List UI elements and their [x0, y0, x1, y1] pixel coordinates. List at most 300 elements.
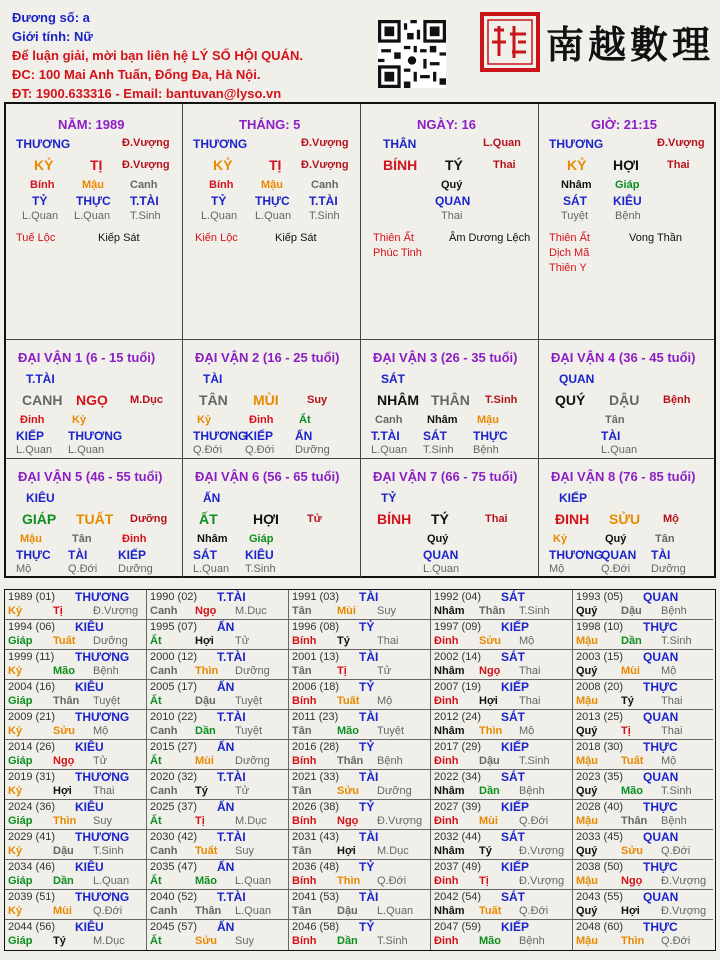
dai-van-6 [183, 459, 361, 577]
year-chi: Tý [621, 695, 634, 707]
year-state: T.Sinh [661, 785, 692, 797]
year-label: 1997 (09) [434, 621, 482, 633]
year-label: 2028 (40) [576, 801, 624, 813]
dai-van-hidden-can: Mậu [477, 414, 499, 426]
year-cell [147, 920, 289, 950]
year-chi: Dần [479, 785, 500, 797]
year-can: Giáp [8, 815, 33, 827]
year-cell [147, 800, 289, 830]
dai-van-state: T.Sinh [485, 394, 518, 406]
year-state: Q.Đới [519, 905, 549, 917]
year-can: Kỷ [8, 605, 23, 617]
year-cell [5, 770, 147, 800]
year-chi: Thân [53, 695, 80, 707]
year-star: SÁT [501, 770, 525, 784]
year-label: 2030 (42) [150, 831, 198, 843]
year-label: 2046 (58) [292, 921, 340, 933]
year-state: Bệnh [93, 665, 119, 677]
year-chi: Tuất [621, 755, 644, 767]
dai-van-hidden-star: T.TÀI [371, 429, 400, 443]
year-chi: Dần [53, 875, 74, 887]
year-can: Canh [150, 605, 178, 617]
year-star: THỰC [643, 680, 678, 694]
year-cell [431, 620, 573, 650]
year-chi: Thân [479, 605, 506, 617]
dai-van-state: Bệnh [663, 394, 691, 406]
dai-van-hidden-state: Mộ [549, 563, 565, 575]
year-state: Tử [93, 755, 108, 767]
dai-van-can: BÍNH [377, 511, 412, 527]
year-chi: Thân [337, 755, 364, 767]
hidden-can: Bính [209, 179, 234, 191]
dai-van-title: ĐẠI VẬN 6 (56 - 65 tuổi) [195, 469, 340, 484]
year-state: Suy [377, 605, 396, 617]
year-chi: Tị [479, 875, 489, 887]
year-chi: Ngọ [53, 755, 75, 767]
year-chi: Tị [53, 605, 63, 617]
hidden-can: Bính [30, 179, 55, 191]
year-cell [147, 770, 289, 800]
hidden-state: L.Quan [74, 210, 111, 222]
year-label: 1992 (04) [434, 591, 482, 603]
year-chi: Hợi [621, 905, 640, 917]
year-cell [573, 800, 713, 830]
hidden-star: TỶ [211, 194, 227, 208]
year-state: Thai [661, 695, 683, 707]
dai-van-hidden-can: Canh [375, 414, 403, 426]
pillar-star: THÂN [383, 137, 417, 151]
year-can: Nhâm [434, 905, 465, 917]
year-state: Bệnh [519, 785, 545, 797]
year-cell [289, 800, 431, 830]
year-cell [147, 860, 289, 890]
year-chi: Thân [621, 815, 648, 827]
year-cell [573, 890, 713, 920]
shensha-star: Phúc Tinh [373, 247, 422, 259]
logo-text: 南越數理 [546, 22, 715, 67]
year-chi: Ngọ [621, 875, 643, 887]
hidden-star: TỶ [32, 194, 48, 208]
dai-van-hidden-state: T.Sinh [423, 444, 454, 456]
dai-van-hidden-star: THỰC [16, 548, 51, 562]
year-label: 2022 (34) [434, 771, 482, 783]
dai-van-hidden-state: Q.Đới [68, 563, 98, 575]
shensha-star: Thiên Ất [373, 232, 414, 244]
hidden-can: Nhâm [561, 179, 592, 191]
shensha-star: Kiếp Sát [98, 232, 140, 244]
header-info [12, 8, 303, 103]
pillar-state: L.Quan [483, 137, 521, 149]
year-chi: Sửu [195, 935, 218, 947]
year-can: Kỷ [8, 785, 23, 797]
year-can: Ất [150, 875, 162, 887]
dai-van-state: Suy [307, 394, 328, 406]
year-chi: Dậu [479, 755, 500, 767]
year-cell [573, 620, 713, 650]
year-label: 1990 (02) [150, 591, 198, 603]
year-chi: Sửu [479, 635, 502, 647]
year-state: Đ.Vượng [519, 875, 565, 887]
year-chi: Thân [195, 905, 222, 917]
year-star: THƯƠNG [75, 710, 130, 724]
dai-van-star: KIẾP [559, 491, 588, 505]
year-state: Suy [235, 845, 254, 857]
pillar-state: Đ.Vượng [301, 137, 349, 149]
year-star: THỰC [643, 800, 678, 814]
pillar-chi: HỢI [613, 157, 639, 173]
dai-van-hidden-star: TÀI [601, 429, 621, 443]
year-can: Ất [150, 935, 162, 947]
dai-van-hidden-state: Q.Đới [601, 563, 631, 575]
pillar-state: Đ.Vượng [122, 137, 170, 149]
year-chi: Mão [479, 935, 501, 947]
dai-van-hidden-star: THỰC [473, 429, 508, 443]
year-cell [573, 860, 713, 890]
year-chi: Dậu [195, 695, 216, 707]
year-can: Bính [292, 635, 317, 647]
dai-van-chi: THÂN [431, 392, 470, 408]
year-star: TÀI [359, 710, 379, 724]
pillar-title: NGÀY: 16 [417, 117, 476, 132]
year-cell [431, 800, 573, 830]
dai-van-hidden-can: Quý [605, 533, 627, 545]
year-chi: Mùi [337, 605, 356, 617]
dai-van-hidden-can: Tân [655, 533, 675, 545]
year-label: 2024 (36) [8, 801, 56, 813]
dai-van-hidden-star: TÀI [68, 548, 88, 562]
dai-van-title: ĐẠI VẬN 7 (66 - 75 tuổi) [373, 469, 518, 484]
year-state: Dưỡng [377, 785, 412, 797]
gender-line: Giới tính: Nữ [12, 29, 93, 44]
yearly-grid [4, 589, 716, 951]
year-can: Quý [576, 845, 598, 857]
year-can: Tân [292, 725, 312, 737]
year-star: QUAN [643, 590, 679, 604]
year-cell [147, 890, 289, 920]
pillar-hour [539, 104, 714, 340]
year-state: L.Quan [235, 905, 272, 917]
year-state: Q.Đới [661, 935, 691, 947]
dai-van-hidden-star: KIẾP [118, 548, 147, 562]
year-state: M.Dục [235, 815, 267, 827]
year-chi: Mão [337, 725, 359, 737]
year-chi: Tý [479, 845, 492, 857]
year-cell [147, 620, 289, 650]
shensha-star: Tuế Lộc [16, 232, 56, 244]
year-cell [431, 890, 573, 920]
year-state: L.Quan [235, 875, 272, 887]
year-star: TỶ [359, 680, 375, 694]
year-label: 2039 (51) [8, 891, 56, 903]
year-can: Mậu [576, 755, 598, 767]
shensha-star: Kiến Lộc [195, 232, 238, 244]
dai-van-hidden-star: KIÊU [245, 548, 274, 562]
year-star: KIÊU [75, 800, 104, 814]
dai-van-hidden-can: Tân [605, 414, 625, 426]
year-state: Tuyệt [235, 695, 263, 707]
shensha-star: Dịch Mã [549, 247, 590, 259]
year-star: T.TÀI [217, 770, 246, 784]
year-can: Giáp [8, 755, 33, 767]
dai-van-can: NHÂM [377, 392, 419, 408]
dai-van-hidden-can: Nhâm [427, 414, 458, 426]
year-label: 2007 (19) [434, 681, 482, 693]
year-cell [5, 710, 147, 740]
year-star: KIÊU [75, 920, 104, 934]
year-can: Quý [576, 905, 598, 917]
year-can: Kỷ [8, 905, 23, 917]
dai-van-can: CANH [22, 392, 63, 408]
pillar-chi: TỊ [90, 157, 103, 173]
year-chi: Tý [53, 935, 66, 947]
year-label: 2001 (13) [292, 651, 340, 663]
year-star: KIÊU [75, 680, 104, 694]
year-label: 1996 (08) [292, 621, 340, 633]
year-cell [289, 710, 431, 740]
dai-van-hidden-star: THƯƠNG [193, 429, 248, 443]
dai-van-hidden-star: KIẾP [16, 429, 45, 443]
year-star: THỰC [643, 740, 678, 754]
dai-van-can: QUÝ [555, 392, 586, 408]
year-star: SÁT [501, 590, 525, 604]
year-star: ẤN [217, 860, 235, 874]
year-can: Ất [150, 815, 162, 827]
year-can: Tân [292, 665, 312, 677]
year-label: 2021 (33) [292, 771, 340, 783]
dai-van-hidden-state: L.Quan [68, 444, 105, 456]
year-chi: Thìn [195, 665, 219, 677]
year-cell [289, 650, 431, 680]
hidden-state: L.Quan [201, 210, 238, 222]
year-can: Nhâm [434, 665, 465, 677]
year-state: Suy [235, 935, 254, 947]
dai-van-state: M.Dục [130, 394, 163, 406]
year-chi: Ngọ [195, 605, 217, 617]
year-state: Q.Đới [377, 875, 407, 887]
year-cell [431, 590, 573, 620]
dai-van-chi: TUẤT [76, 511, 114, 527]
year-can: Giáp [8, 695, 33, 707]
year-label: 2029 (41) [8, 831, 56, 843]
dai-van-4 [539, 340, 714, 459]
year-chi: Tị [195, 815, 205, 827]
year-can: Quý [576, 665, 598, 677]
year-label: 2006 (18) [292, 681, 340, 693]
dai-van-star: SÁT [381, 372, 405, 386]
year-cell [573, 770, 713, 800]
year-chi: Tý [337, 635, 350, 647]
year-label: 2019 (31) [8, 771, 56, 783]
year-label: 2002 (14) [434, 651, 482, 663]
shensha-star: Âm Dương Lệch [449, 232, 531, 244]
year-can: Kỷ [8, 845, 23, 857]
dai-van-hidden-can: Kỷ [553, 533, 568, 545]
hidden-star: SÁT [563, 194, 587, 208]
hidden-can: Canh [311, 179, 339, 191]
dai-van-hidden-can: Kỷ [197, 414, 212, 426]
hidden-star: T.TÀI [309, 194, 338, 208]
owner-line: Đương số: a [12, 10, 90, 25]
dai-van-hidden-state: Dưỡng [295, 444, 330, 456]
year-star: KIÊU [75, 620, 104, 634]
phone-line: ĐT: 1900.633316 - Email: bantuvan@lyso.vn [12, 86, 282, 101]
year-label: 2010 (22) [150, 711, 198, 723]
dai-van-hidden-star: QUAN [423, 548, 459, 562]
dai-van-chi: HỢI [253, 511, 279, 527]
year-can: Canh [150, 905, 178, 917]
year-star: ẤN [217, 800, 235, 814]
year-label: 2008 (20) [576, 681, 624, 693]
year-can: Ất [150, 755, 162, 767]
year-chi: Sửu [337, 785, 360, 797]
dai-van-can: ĐINH [555, 511, 590, 527]
dai-van-hidden-state: Dưỡng [118, 563, 153, 575]
year-chi: Ngọ [337, 815, 359, 827]
year-state: Thai [93, 785, 115, 797]
year-state: Đ.Vượng [377, 815, 423, 827]
dai-van-title: ĐẠI VẬN 1 (6 - 15 tuổi) [18, 350, 156, 365]
year-star: KIẾP [501, 680, 530, 694]
year-cell [289, 860, 431, 890]
pillar-can: BÍNH [383, 157, 418, 173]
year-can: Ất [150, 695, 162, 707]
year-label: 1993 (05) [576, 591, 624, 603]
pillar-title: NĂM: 1989 [58, 117, 125, 132]
year-star: SÁT [501, 890, 525, 904]
year-state: M.Dục [235, 605, 267, 617]
year-can: Canh [150, 845, 178, 857]
year-can: Tân [292, 605, 312, 617]
year-cell [5, 620, 147, 650]
year-can: Canh [150, 665, 178, 677]
year-state: Bệnh [661, 815, 687, 827]
dai-van-hidden-can: Ất [299, 414, 311, 426]
year-chi: Mùi [621, 665, 640, 677]
dai-van-chi: NGỌ [76, 392, 108, 408]
dai-van-hidden-state: L.Quan [423, 563, 460, 575]
year-star: THƯƠNG [75, 890, 130, 904]
dai-van-hidden-can: Giáp [249, 533, 274, 545]
dai-van-1 [6, 340, 183, 459]
pillar-star: THƯƠNG [549, 137, 604, 151]
year-state: Đ.Vượng [93, 605, 139, 617]
year-cell [573, 830, 713, 860]
year-star: T.TÀI [217, 890, 246, 904]
year-cell [573, 710, 713, 740]
year-can: Đinh [434, 815, 459, 827]
year-can: Đinh [434, 755, 459, 767]
dai-van-hidden-star: KIẾP [245, 429, 274, 443]
dai-van-hidden-state: Bệnh [473, 444, 499, 456]
pillar-day [361, 104, 539, 340]
chart-panel [4, 102, 716, 578]
year-chi: Mùi [53, 905, 72, 917]
year-chi: Mão [195, 875, 217, 887]
dai-van-hidden-star: SÁT [423, 429, 447, 443]
year-chi: Hợi [53, 785, 72, 797]
year-label: 2025 (37) [150, 801, 198, 813]
year-can: Đinh [434, 695, 459, 707]
year-chi: Hợi [337, 845, 356, 857]
dai-van-hidden-can: Nhâm [197, 533, 228, 545]
year-label: 2015 (27) [150, 741, 198, 753]
shensha-star: Thiên Y [549, 262, 587, 274]
year-state: Mộ [377, 695, 393, 707]
hidden-star: KIÊU [613, 194, 642, 208]
year-state: Đ.Vượng [661, 875, 707, 887]
year-star: QUAN [643, 710, 679, 724]
year-star: T.TÀI [217, 830, 246, 844]
year-label: 1998 (10) [576, 621, 624, 633]
year-label: 2037 (49) [434, 861, 482, 873]
year-state: Tuyệt [93, 695, 121, 707]
year-cell [5, 590, 147, 620]
year-star: THỰC [643, 920, 678, 934]
year-can: Nhâm [434, 725, 465, 737]
year-chi: Mùi [479, 815, 498, 827]
year-state: T.Sinh [377, 935, 408, 947]
pillar-year [6, 104, 183, 340]
year-cell [431, 650, 573, 680]
year-cell [5, 680, 147, 710]
year-label: 2004 (16) [8, 681, 56, 693]
hidden-star: T.TÀI [130, 194, 159, 208]
year-state: Tử [235, 785, 250, 797]
year-star: KIẾP [501, 800, 530, 814]
dai-van-chi: MÙI [253, 392, 279, 408]
contact-line: Để luận giải, mời bạn liên hệ LÝ SỐ HỘI QUÁN. [12, 48, 303, 63]
year-cell [573, 740, 713, 770]
dai-van-5 [6, 459, 183, 577]
year-star: TÀI [359, 890, 379, 904]
year-state: Thai [519, 665, 541, 677]
year-label: 2005 (17) [150, 681, 198, 693]
year-label: 2026 (38) [292, 801, 340, 813]
year-star: TÀI [359, 650, 379, 664]
year-cell [5, 650, 147, 680]
year-chi: Dậu [337, 905, 358, 917]
year-chi: Tuất [479, 905, 502, 917]
year-chi: Tuất [337, 695, 360, 707]
year-cell [431, 860, 573, 890]
dai-van-chi: DẬU [609, 392, 640, 408]
year-star: ẤN [217, 920, 235, 934]
year-chi: Mão [621, 785, 643, 797]
year-star: TÀI [359, 590, 379, 604]
year-label: 1989 (01) [8, 591, 56, 603]
dai-van-hidden-can: Đinh [20, 414, 45, 426]
dai-van-hidden-star: TÀI [651, 548, 671, 562]
year-label: 2014 (26) [8, 741, 56, 753]
red-seal-icon [480, 12, 540, 72]
year-chi: Thìn [337, 875, 361, 887]
pillar-state2: Thai [667, 159, 690, 171]
year-label: 2043 (55) [576, 891, 624, 903]
year-can: Bính [292, 755, 317, 767]
year-label: 2036 (48) [292, 861, 340, 873]
hidden-star: QUAN [435, 194, 471, 208]
year-star: THƯƠNG [75, 590, 130, 604]
year-star: T.TÀI [217, 710, 246, 724]
year-state: Tử [377, 665, 392, 677]
year-star: THƯƠNG [75, 650, 130, 664]
year-can: Đinh [434, 935, 459, 947]
year-state: Bệnh [661, 605, 687, 617]
hidden-can: Mậu [261, 179, 283, 191]
year-star: ẤN [217, 740, 235, 754]
year-label: 2047 (59) [434, 921, 482, 933]
year-state: Mộ [661, 665, 677, 677]
